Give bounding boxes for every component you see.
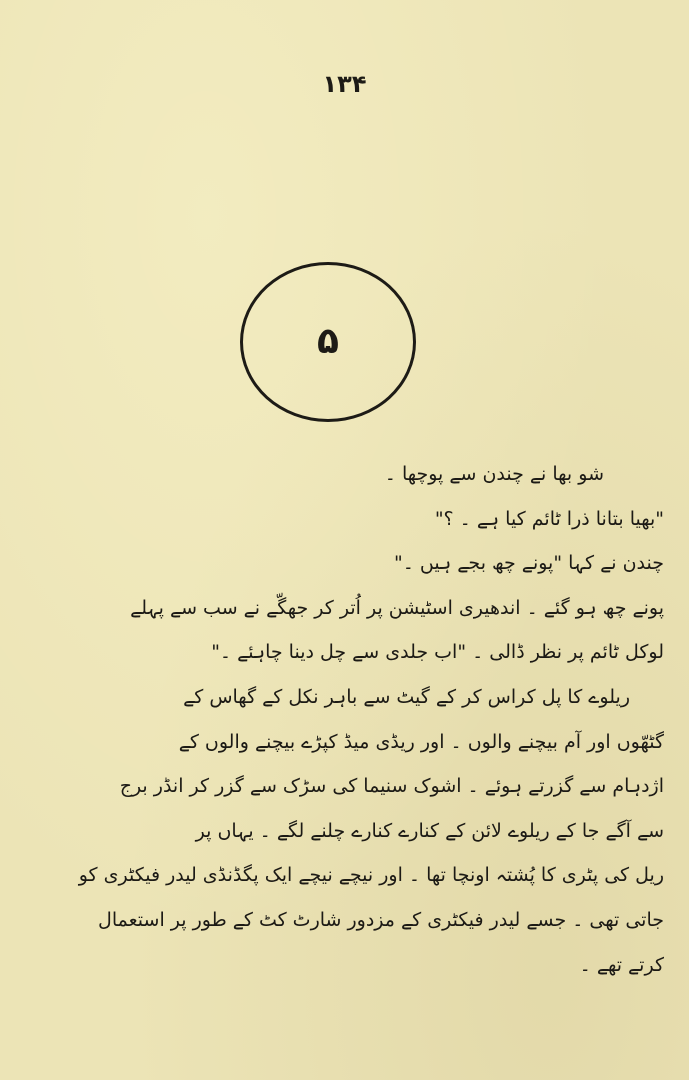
page-number: ۱۳۴ [322, 70, 367, 98]
chapter-number: ۵ [317, 321, 339, 362]
text-line: ریل کی پٹری کا پُشتہ اونچا تھا ۔ اور نیچے نیچے ایک پگڈنڈی لیدر فیکٹری کو [78, 864, 664, 887]
text-line: چندن نے کہا "پونے چھ بجے ہیں ۔" [394, 552, 664, 575]
text-line: "بھیا بتانا ذرا ٹائم کیا ہے ۔ ؟" [434, 507, 664, 530]
text-line: اژدہام سے گزرتے ہوئے ۔ اشوک سنیما کی سڑک سے گزر کر انڈر برج [119, 775, 664, 798]
text-line: لوکل ٹائم پر نظر ڈالی ۔ "اب جلدی سے چل دینا چاہئے ۔" [211, 641, 664, 664]
text-line: جاتی تھی ۔ جسے لیدر فیکٹری کے مزدور شارٹ کٹ کے طور پر استعمال [98, 908, 664, 931]
body-text [30, 452, 664, 987]
text-line: سے آگے جا کے ریلوے لائن کے کنارے کنارے چلنے لگے ۔ یہاں پر [195, 819, 664, 842]
text-line: پونے چھ ہو گئے ۔ اندھیری اسٹیشن پر اُتر کر جھگّے نے سب سے پہلے [130, 596, 664, 619]
text-line: ریلوے کا پل کراس کر کے گیٹ سے باہر نکل کے گھاس کے [183, 685, 630, 708]
text-line: گٹھّوں اور آم بیچنے والوں ۔ اور ریڈی میڈ کپڑے بیچنے والوں کے [178, 730, 664, 753]
chapter-number-circle [240, 262, 416, 422]
text-line: شو بھا نے چندن سے پوچھا ۔ [384, 463, 604, 485]
text-line: کرتے تھے ۔ [579, 953, 664, 976]
